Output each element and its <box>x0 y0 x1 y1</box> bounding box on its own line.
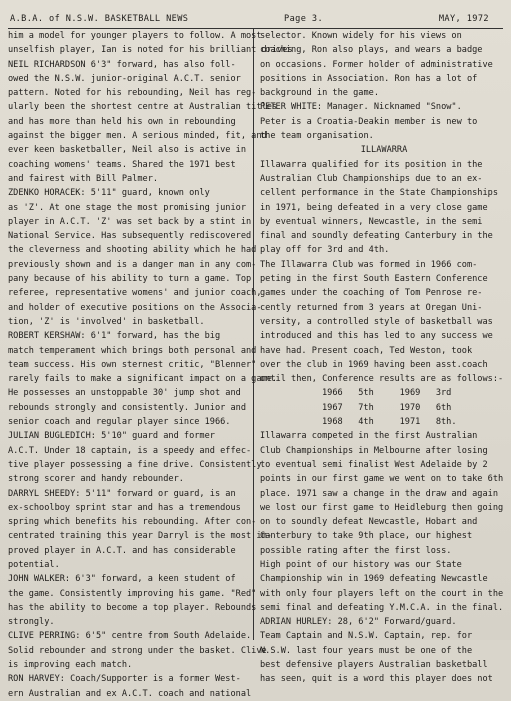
text-line: to eventual semi finalist West Adelaide by 2 <box>260 459 488 470</box>
publication-title: A.B.A. of N.S.W. BASKETBALL NEWS <box>10 14 189 24</box>
text-line: JOHN WALKER: 6'3" forward, a keen student of <box>8 574 236 585</box>
text-line: ex-schoolboy sprint star and has a tremendous <box>8 502 241 513</box>
text-line: proved player in A.C.T. and has considerable <box>8 545 236 556</box>
text-line: team success. His own sternest critic, "Blenner" <box>8 359 257 370</box>
text-line: final and soundly defeating Canterbury in the <box>260 231 493 242</box>
text-line: we lost our first game to Heidleburg then going <box>260 502 504 513</box>
text-line: PETER WHITE: Manager. Nicknamed "Snow". <box>260 102 462 113</box>
text-line: positions in Association. Ron has a lot of <box>260 73 478 84</box>
text-line: and holder of executive positions on the Associa- <box>8 302 262 313</box>
text-line: Solid rebounder and strong under the basket. Clive <box>8 645 267 656</box>
text-line: semi final and defeating Y.M.C.A. in the final. <box>260 602 504 613</box>
text-line: pany because of his ability to turn a game. Top <box>8 274 252 285</box>
text-line: referee, representative womens' and junior coach, <box>8 288 262 299</box>
results-row: 1968 4th 1971 8th. <box>322 417 457 428</box>
text-line: the game. Consistently improving his game. "Red" <box>8 588 257 599</box>
text-line: centrated training this year Darryl is the most im- <box>8 531 272 542</box>
text-line: Australian Club Championships due to an ex- <box>260 173 483 184</box>
text-line: selector. Known widely for his views on <box>260 31 462 41</box>
text-line: RON HARVEY: Coach/Supporter is a former West- <box>8 674 241 685</box>
text-line: and has more than held his own in rebounding <box>8 116 236 127</box>
text-line: possible rating after the first loss. <box>260 545 452 556</box>
text-line: ADRIAN HURLEY: 28, 6'2" Forward/guard. <box>260 617 457 628</box>
text-line: strong scorer and handy rebounder. <box>8 474 184 485</box>
text-line: ularly been the shortest centre at Australian titles <box>8 102 278 113</box>
text-line: Team Captain and N.S.W. Captain, rep. for <box>260 631 473 642</box>
text-line: by eventual winners, Newcastle, in the semi <box>260 216 483 227</box>
text-line: strongly. <box>8 617 55 628</box>
text-line: potential. <box>8 559 60 570</box>
text-line: play off for 3rd and 4th. <box>260 245 390 256</box>
text-line: peting in the first South Eastern Conference <box>260 274 488 285</box>
text-line: has seen, quit is a word this player does not <box>260 674 493 685</box>
text-line: games under the coaching of Tom Penrose re- <box>260 288 483 299</box>
text-line: coaching, Ron also plays, and wears a badge <box>260 45 483 56</box>
page-number: Page 3. <box>284 14 324 24</box>
text-line: with only four players left on the court in the <box>260 588 504 599</box>
text-line: match temperament which brings both personal and <box>8 345 257 356</box>
text-line: the cleverness and shooting ability which he had <box>8 245 257 256</box>
text-line: He possesses an unstoppable 30' jump shot and <box>8 388 241 399</box>
text-line: N.S.W. last four years must be one of the <box>260 645 473 656</box>
text-line: The Illawarra Club was formed in 1966 com- <box>260 259 478 270</box>
text-line: ever keen basketballer, Neil also is active in <box>8 145 246 156</box>
text-line: Championship win in 1969 defeating Newcastle <box>260 574 488 585</box>
text-line: place. 1971 saw a change in the draw and again <box>260 488 498 499</box>
text-line: is improving each match. <box>8 660 133 671</box>
text-line: as 'Z'. At one stage the most promising junior <box>8 202 246 213</box>
text-line: Peter is a Croatia-Deakin member is new to <box>260 116 478 127</box>
text-line: ern Australian and ex A.C.T. coach and national <box>8 688 252 699</box>
text-line: rarely fails to make a significant impact on a game. <box>8 374 278 385</box>
results-row: 1967 7th 1970 6th <box>322 402 452 413</box>
text-line: cellent performance in the State Championships <box>260 188 498 199</box>
text-line: spring which benefits his rebounding. After con- <box>8 517 257 528</box>
text-line: ZDENKO HORACEK: 5'11" guard, known only <box>8 188 210 199</box>
text-line: over the club in 1969 having been asst.coach <box>260 359 488 370</box>
text-line: senior coach and regular player since 1966. <box>8 417 231 428</box>
text-line: tive player possessing a fine drive. Consistently <box>8 459 262 470</box>
text-line: unselfish player, Ian is noted for his brilliant drives <box>8 45 293 56</box>
text-line: DARRYL SHEEDY: 5'11" forward or guard, is an <box>8 488 236 499</box>
text-line: ROBERT KERSHAW: 6'1" forward, has the big <box>8 331 221 342</box>
text-line: owed the N.S.W. junior-original A.C.T. senior <box>8 73 241 84</box>
text-line: introduced and this has led to any success we <box>260 331 493 342</box>
text-line: points in our first game we went on to take 6th <box>260 474 504 485</box>
results-row: 1966 5th 1969 3rd <box>322 388 452 399</box>
column-divider <box>253 28 254 640</box>
text-line: NEIL RICHARDSON 6'3" forward, has also foll- <box>8 59 236 70</box>
text-line: rebounds strongly and consistently. Junior and <box>8 402 246 413</box>
text-line: background in the game. <box>260 88 379 99</box>
text-line: him a model for younger players to follow. A most <box>8 31 262 41</box>
text-line: versity, a controlled style of basketball was <box>260 316 493 327</box>
text-line: pattern. Noted for his rebounding, Neil has reg- <box>8 88 257 99</box>
text-line: have had. Present coach, Ted Weston, took <box>260 345 473 356</box>
text-line: until then, Conference results are as follows:- <box>260 374 504 385</box>
text-line: tion, 'Z' is 'involved' in basketball. <box>8 316 205 327</box>
text-line: Canterbury to take 9th place, our highest <box>260 531 473 542</box>
text-line: JULIAN BUGLEDICH: 5'10" guard and former <box>8 431 215 442</box>
text-line: CLIVE PERRING: 6'5" centre from South Adelaide. <box>8 631 252 642</box>
text-line: Illawarra competed in the first Australian <box>260 431 478 442</box>
text-line: has the ability to become a top player. Rebounds <box>8 602 257 613</box>
text-line: the team organisation. <box>260 131 374 142</box>
text-line: High point of our history was our State <box>260 559 462 570</box>
text-line: cently returned from 3 years at Oregan Uni- <box>260 302 483 313</box>
issue-date: MAY, 1972 <box>438 14 489 24</box>
text-line: in 1971, being defeated in a very close game <box>260 202 488 213</box>
text-line: and fairest with Bill Palmer. <box>8 173 159 184</box>
text-line: player in A.C.T. 'Z' was set back by a stint in <box>8 216 252 227</box>
text-line: against the bigger men. A serious minded, fit, and <box>8 131 267 142</box>
text-line: previously shown and is a danger man in any com- <box>8 259 257 270</box>
text-line: National Service. Has subsequently rediscovered <box>8 231 252 242</box>
text-line: coaching womens' teams. Shared the 1971 best <box>8 159 236 170</box>
text-line: best defensive players Australian basketball <box>260 660 488 671</box>
text-line: A.C.T. Under 18 captain, is a speedy and effec- <box>8 445 252 456</box>
right-column <box>260 29 508 687</box>
text-line: Club Championships in Melbourne after losing <box>260 445 488 456</box>
page-header <box>10 14 503 26</box>
text-line: Illawarra qualified for its position in the <box>260 159 483 170</box>
section-heading: ILLAWARRA <box>360 145 408 156</box>
text-line: on to soundly defeat Newcastle, Hobart and <box>260 517 478 528</box>
text-line: on occasions. Former holder of administrative <box>260 59 493 70</box>
left-column <box>8 29 293 701</box>
